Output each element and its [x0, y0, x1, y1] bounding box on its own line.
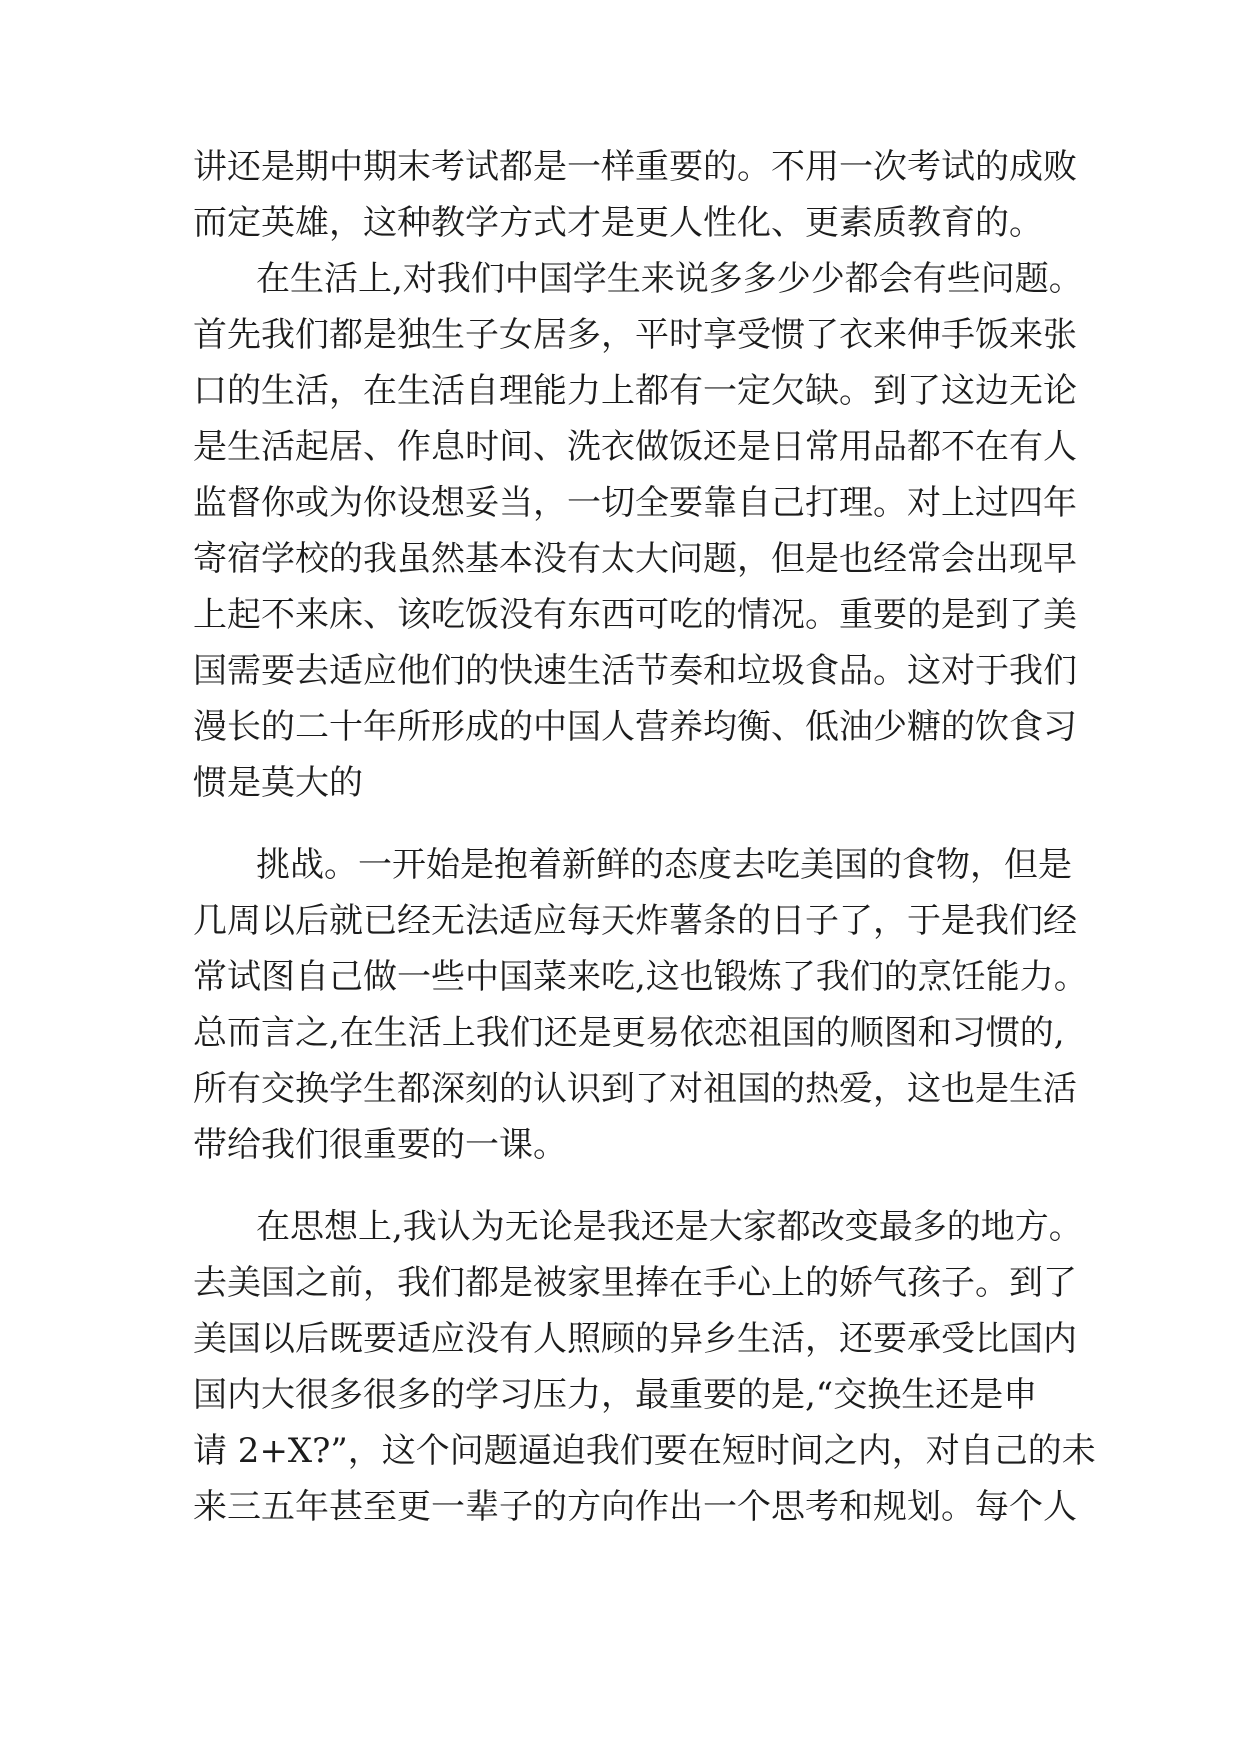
text-line: 在生活上,对我们中国学生来说多多少少都会有些问题。	[256, 259, 1083, 299]
text-line: 上起不来床、该吃饭没有东西可吃的情况。重要的是到了美	[193, 595, 1077, 635]
text-line: 是生活起居、作息时间、洗衣做饭还是日常用品都不在有人	[193, 427, 1077, 467]
text-line: 所有交换学生都深刻的认识到了对祖国的热爱，这也是生活	[193, 1069, 1077, 1109]
text-line: 在思想上,我认为无论是我还是大家都改变最多的地方。	[256, 1207, 1083, 1247]
text-line: 请 2+X?”，这个问题逼迫我们要在短时间之内，对自己的未	[193, 1431, 1096, 1471]
text-line: 来三五年甚至更一辈子的方向作出一个思考和规划。每个人	[193, 1487, 1077, 1527]
text-line: 讲还是期中期末考试都是一样重要的。不用一次考试的成败	[193, 147, 1077, 187]
text-line: 口的生活，在生活自理能力上都有一定欠缺。到了这边无论	[193, 371, 1077, 411]
text-line: 漫长的二十年所形成的中国人营养均衡、低油少糖的饮食习	[193, 707, 1077, 747]
text-line: 几周以后就已经无法适应每天炸薯条的日子了，于是我们经	[193, 901, 1077, 941]
text-line: 常试图自己做一些中国菜来吃,这也锻炼了我们的烹饪能力。	[193, 957, 1088, 997]
text-line: 而定英雄，这种教学方式才是更人性化、更素质教育的。	[193, 203, 1043, 243]
text-line: 总而言之,在生活上我们还是更易依恋祖国的顺图和习惯的,	[193, 1013, 1065, 1053]
text-line: 美国以后既要适应没有人照顾的异乡生活，还要承受比国内	[193, 1319, 1077, 1359]
text-line: 去美国之前，我们都是被家里捧在手心上的娇气孩子。到了	[193, 1263, 1077, 1303]
text-line: 国内大很多很多的学习压力，最重要的是,“交换生还是申	[193, 1375, 1038, 1415]
text-line: 寄宿学校的我虽然基本没有太大问题，但是也经常会出现早	[193, 539, 1077, 579]
text-line: 监督你或为你设想妥当，一切全要靠自己打理。对上过四年	[193, 483, 1077, 523]
text-line: 国需要去适应他们的快速生活节奏和垃圾食品。这对于我们	[193, 651, 1077, 691]
text-line: 惯是莫大的	[193, 763, 363, 803]
text-line: 挑战。一开始是抱着新鲜的态度去吃美国的食物，但是	[256, 845, 1072, 885]
text-line: 首先我们都是独生子女居多，平时享受惯了衣来伸手饭来张	[193, 315, 1077, 355]
text-line: 带给我们很重要的一课。	[193, 1125, 567, 1165]
